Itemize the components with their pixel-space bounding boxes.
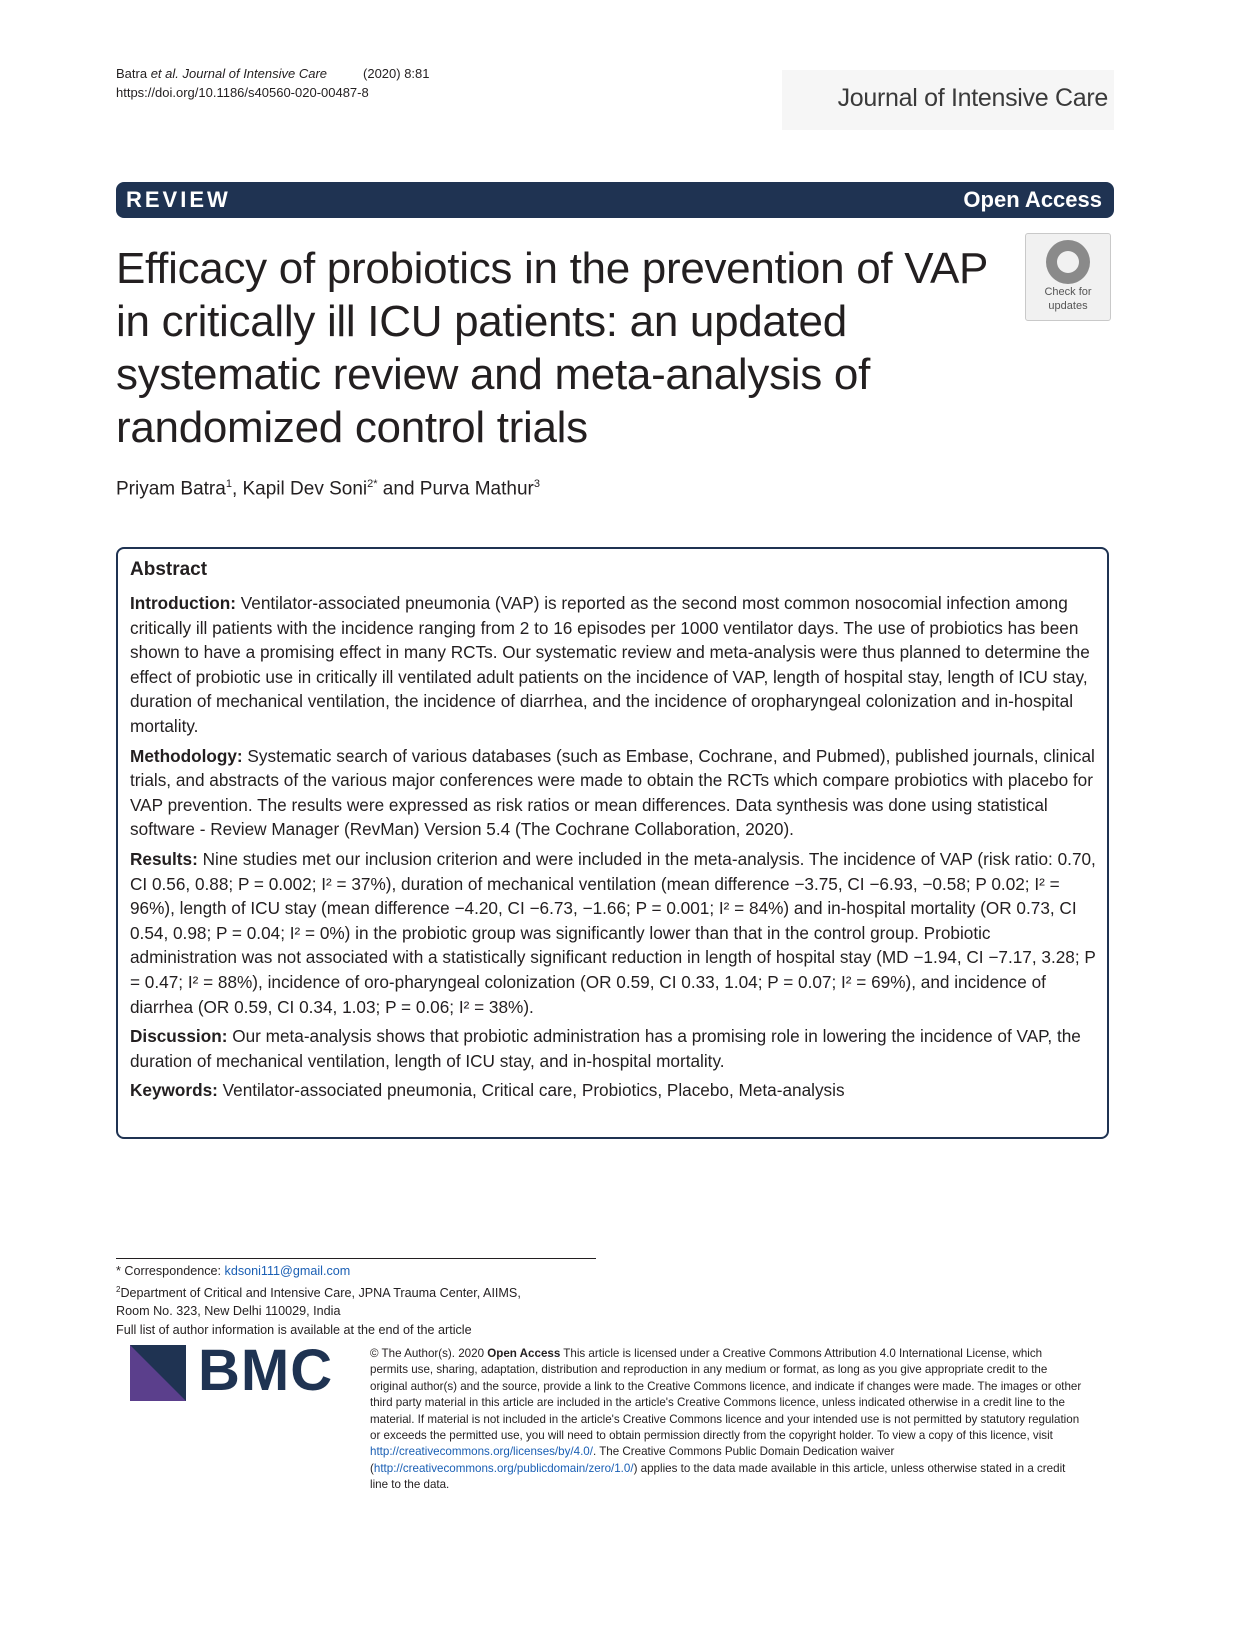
section-label: Discussion: xyxy=(130,1026,228,1047)
cc-by-license-link[interactable]: http://creativecommons.org/licenses/by/4.0/ xyxy=(370,1445,593,1459)
correspondence-email-link[interactable]: kdsoni111@gmail.com xyxy=(224,1264,351,1278)
author-list xyxy=(116,478,540,500)
bookmark-icon xyxy=(1046,240,1090,284)
abstract-results xyxy=(130,847,1096,1019)
citation-year: (2020) 8:81 xyxy=(363,66,430,81)
open-access-label: Open Access xyxy=(963,187,1102,212)
bmc-logo xyxy=(130,1338,350,1403)
abstract-box xyxy=(116,547,1109,1139)
author-name[interactable]: Priyam Batra xyxy=(116,478,226,500)
section-text: Nine studies met our inclusion criterion and were included in the meta-analysis. The incidence of VAP (risk ratio: 0.70, CI 0.56, 0.88; P = 0.002; I² = 37%), duration of mechanical ventilation (mean difference −3.75, CI −6.93, −0.58; P 0.02; I² = 96%), length of ICU stay (mean difference −4.20, CI −6.73, −1.66; P = 0.001; I² = 84%) and in-hospital mortality (OR 0.73, CI 0.54, 0.98; P = 0.04; I² = 0%) in the probiotic group was significantly lower than that in the control group. Probiotic administration was not associated with a statistically significant reduction in length of hospital stay (MD −1.94, CI −7.17, 3.28; P = 0.47; I² = 88%), incidence of oro-pharyngeal colonization (OR 0.59, CI 0.33, 1.04; P = 0.07; I² = 69%), and incidence of diarrhea (OR 0.59, CI 0.34, 1.03; P = 0.06; I² = 38%). xyxy=(130,848,1096,1017)
author-name[interactable]: Kapil Dev Soni xyxy=(242,478,368,500)
doi-link[interactable]: https://doi.org/10.1186/s40560-020-00487-8 xyxy=(116,85,369,100)
section-label: Keywords: xyxy=(130,1080,218,1101)
full-author-info-note: Full list of author information is available at the end of the article xyxy=(116,1322,472,1337)
check-for-updates-button[interactable] xyxy=(1025,233,1111,321)
check-updates-line2: updates xyxy=(1048,300,1088,312)
journal-logo xyxy=(782,70,1114,130)
bmc-logo-text: BMC xyxy=(198,1338,334,1403)
abstract-keywords xyxy=(130,1078,1096,1103)
affiliation-line xyxy=(116,1281,521,1303)
citation-line xyxy=(116,64,430,83)
affiliation-text: Department of Critical and Intensive Care, JPNA Trauma Center, AIIMS, xyxy=(120,1285,521,1300)
citation-author: Batra xyxy=(116,66,151,81)
license-text: This article is licensed under a Creative Commons Attribution 4.0 International License, which permits use, sharing, adaptation, distribution and reproduction in any medium or format, as long as you give appropriate credit to the original author(s) and the source, provide a link to the Creative Commons licence, and indicate if changes were made. The images or other third party material in this article are included in the article's Creative Commons licence, unless indicated otherwise in a credit line to the material. If material is not included in the article's Creative Commons licence and your intended use is not permitted by statutory regulation or exceeds the permitted use, you will need to obtain permission directly from the copyright holder. To view a copy of this licence, visit xyxy=(370,1347,1082,1443)
license-statement xyxy=(370,1346,1082,1494)
abstract-introduction xyxy=(130,591,1096,739)
license-copyright: © The Author(s). 2020 xyxy=(370,1347,488,1360)
section-label: Introduction: xyxy=(130,593,236,613)
journal-logo-text: Journal of Intensive Care xyxy=(837,84,1108,112)
abstract-heading: Abstract xyxy=(130,559,208,580)
footnote-divider xyxy=(116,1258,596,1259)
section-label: Methodology: xyxy=(130,745,243,766)
license-text: . The Creative Commons Public Domain Dedication waiver ( xyxy=(370,1445,895,1475)
article-type-bar xyxy=(116,182,1114,218)
section-text: Systematic search of various databases (such as Embase, Cochrane, and Pubmed), published journals, clinical trials, and abstracts of the various major conferences were made to obtain the RCTs which compare probiotics with placebo for VAP prevention. The results were expressed as risk ratios or mean differences. Data synthesis was done using statistical software - Review Manager (RevMan) Version 5.4 (The Cochrane Collaboration, 2020). xyxy=(130,745,1095,840)
license-open-access: Open Access xyxy=(487,1347,561,1360)
article-citation xyxy=(116,64,430,102)
license-text: ) applies to the data made available in this article, unless otherwise stated in a credit line to the data. xyxy=(370,1461,1066,1492)
abstract-discussion xyxy=(130,1024,1096,1073)
correspondence-line xyxy=(116,1262,521,1281)
article-type-label: REVIEW xyxy=(126,187,231,212)
citation-journal: Journal of Intensive Care xyxy=(178,66,328,81)
footnote xyxy=(116,1262,521,1339)
correspondence-label: * Correspondence: xyxy=(116,1264,225,1278)
article-title: Efficacy of probiotics in the prevention of VAP in critically ill ICU patients: an updated systematic review and meta-analysis of randomized control trials xyxy=(116,244,988,452)
cc-zero-waiver-link[interactable]: http://creativecommons.org/publicdomain/zero/1.0/ xyxy=(373,1461,634,1475)
section-label: Results: xyxy=(130,848,198,869)
check-updates-line1: Check for xyxy=(1044,286,1092,298)
citation-etal: et al. xyxy=(150,66,179,81)
author-affiliation: 3 xyxy=(533,478,540,490)
section-text: Ventilator-associated pneumonia, Critical care, Probiotics, Placebo, Meta-analysis xyxy=(217,1080,845,1101)
section-text: Our meta-analysis shows that probiotic administration has a promising role in lowering the incidence of VAP, the duration of mechanical ventilation, length of ICU stay, and in-hospital mortality. xyxy=(130,1026,1081,1071)
author-affiliation: 1 xyxy=(225,478,232,490)
bmc-logo-mark-icon xyxy=(130,1345,186,1401)
author-affiliation: 2* xyxy=(367,478,378,490)
abstract-methodology xyxy=(130,744,1096,842)
affiliation-line-2: Room No. 323, New Delhi 110029, India xyxy=(116,1304,341,1319)
section-text: Ventilator-associated pneumonia (VAP) is reported as the second most common nosocomial infection among critically ill patients with the incidence ranging from 2 to 16 episodes per 1000 ventilator days. The use of probiotics has been shown to have a promising effect in many RCTs. Our systematic review and meta-analysis were thus planned to determine the effect of probiotic use in critically ill ventilated adult patients on the incidence of VAP, length of hospital stay, length of ICU stay, duration of mechanical ventilation, the incidence of diarrhea, and the incidence of oropharyngeal colonization and in-hospital mortality. xyxy=(130,593,1090,736)
author-name[interactable]: Purva Mathur xyxy=(419,478,534,500)
affiliation-sup: 2 xyxy=(116,1284,121,1294)
author-separator: and xyxy=(377,478,420,500)
author-separator: , xyxy=(231,478,243,500)
